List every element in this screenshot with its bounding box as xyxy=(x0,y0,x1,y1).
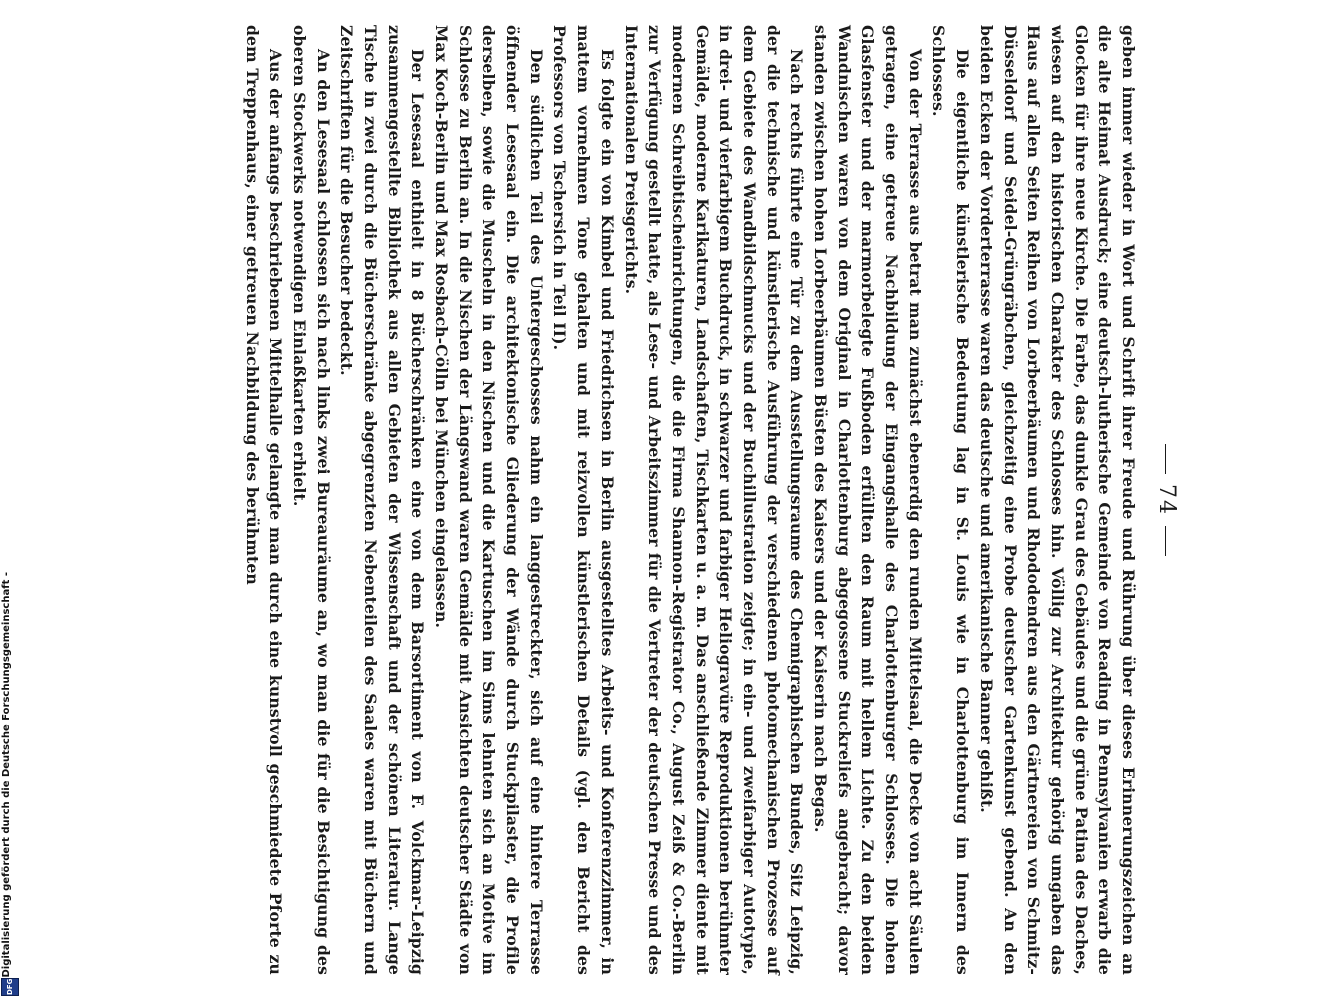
paragraph: Der Lesesaal enthielt in 8 Bücherschränken eine von dem Barsortiment von F. Volckmar-Leipzig zusammengestellte Bibliothek aus allen Gebieten der Wissenschaft und der schönen Literatur. Lange Tische in zwei durch die Bücherschränke abgegrenzten Nebenteilen des Saales waren mit Büchern und Zeitschriften für die Besucher bedeckt. xyxy=(337,25,428,975)
paragraph: Den südlichen Teil des Untergeschosses nahm ein langgestreckter, sich auf eine hintere Terrasse öffnender Lesesaal ein. Die architektonische Gliederung der Wände durch Stuckpilaster, die Profile derselben, sowie die Muscheln in den Nischen und die Kartuschen im Sims lehnten sich an Motive im Schlosse zu Berlin an. In die Nischen der Längswand waren Gemälde mit Ansichten deutscher Städte von Max Koch-Berlin und Max Rosbach-Cölln bei München eingelassen. xyxy=(432,25,546,975)
digitization-footer xyxy=(0,0,18,1000)
paragraph: Von der Terrasse aus betrat man zunächst ebenerdig den runden Mittelsaal, die Decke von acht Säulen getragen, eine getreue Nachbildung der Eingangshalle des Charlottenburger Schlosses. Die hohen Glasfenster und der marmorbelegte Fußboden erfüllten den Raum mit hellem Lichte. Zu den beiden Wandnischen waren von dem Original in Charlottenburg abgegossene Stuckreliefs angebracht; davor standen zwischen hohen Lorbeerbäumen Büsten des Kaisers und der Kaiserin nach Begas. xyxy=(811,25,925,975)
dash-left xyxy=(1166,444,1167,474)
paragraph: An den Lesesaal schlossen sich nach links zwei Bureauräume an, wo man die für die Besichtigung des oberen Stockwerks notwendigen Einlaßkarten erhielt. xyxy=(289,25,333,975)
paragraph: Aus der anfangs beschriebenen Mittelhalle gelangte man durch eine kunstvoll geschmiedete Pforte zu dem Treppenhaus, einer getreuen Nachbildung des berühmten xyxy=(242,25,286,975)
paragraph: Die eigentliche künstlerische Bedeutung lag in St. Louis wie in Charlottenburg im Innern des Schlosses. xyxy=(929,25,973,975)
dfg-logo-icon xyxy=(1,978,19,996)
page-number-text: 74 xyxy=(1154,484,1179,516)
paragraph: geben immer wieder in Wort und Schrift ihrer Freude und Rührung über dieses Erinnerungszeichen an die alte Heimat Ausdruck; eine deutsch-lutherische Gemeinde von Reading in Pennsylvanien erwarb die Glocken für ihre neue Kirche. Die Farbe, das dunkle Grau des Gebäudes und die grüne Patina des Daches, wiesen auf den historischen Charakter des Schlosses hin. Völlig zur Architektur gehörig umgaben das Haus auf allen Seiten Reihen von Lorbeerbäumen und Rhododendren aus den Gärtnereien von Schmitz-Düsseldorf und Seidel-Grüngräbchen, gleichzeitig eine Probe deutscher Gartenkunst gebend. An den beiden Ecken der Vorderterrasse waren das deutsche und amerikanische Banner gehißt. xyxy=(976,25,1138,975)
dfg-logo-text: DFG xyxy=(6,978,14,995)
dash-right xyxy=(1166,526,1167,556)
paragraph: Nach rechts führte eine Tür zu dem Ausstellungsraume des Chemigraphischen Bundes, Sitz Leipzig, der die technische und künstlerische Ausführung der verschiedenen photomechanischen Prozesse auf dem Gebiete des Wandbildschmucks und der Buchillustration zeigte; in ein- und zweifarbiger Autotypie, in drei- und vierfarbigem Buchdruck, in schwarzer und farbiger Heliogravüre Reproduktionen berühmter Gemälde, moderne Karikaturen, Landschaften, Tischkarten u. a. m. Das anschließende Zimmer diente mit modernen Schreibtischeinrichtungen, die die Firma Shannon-Registrator Co., August Zeiß & Co.-Berlin zur Verfügung gestellt hatte, als Lese- und Arbeitszimmer für die Vertreter der deutschen Presse und des Internationalen Preisgerichts. xyxy=(621,25,807,975)
page-number xyxy=(1154,25,1179,975)
paragraph: Es folgte ein von Kimbel und Friedrichsen in Berlin ausgestelltes Arbeits- und Konferenzzimmer, in mattem vornehmen Tone gehalten und mit reizvollen künstlerischen Details (vgl. den Bericht des Professors von Tschersich in Teil II). xyxy=(550,25,617,975)
footer-credit: Digitalisierung gefördert durch die Deutsche Forschungsgemeinschaft - xyxy=(1,572,12,978)
rotated-page xyxy=(137,25,1187,975)
